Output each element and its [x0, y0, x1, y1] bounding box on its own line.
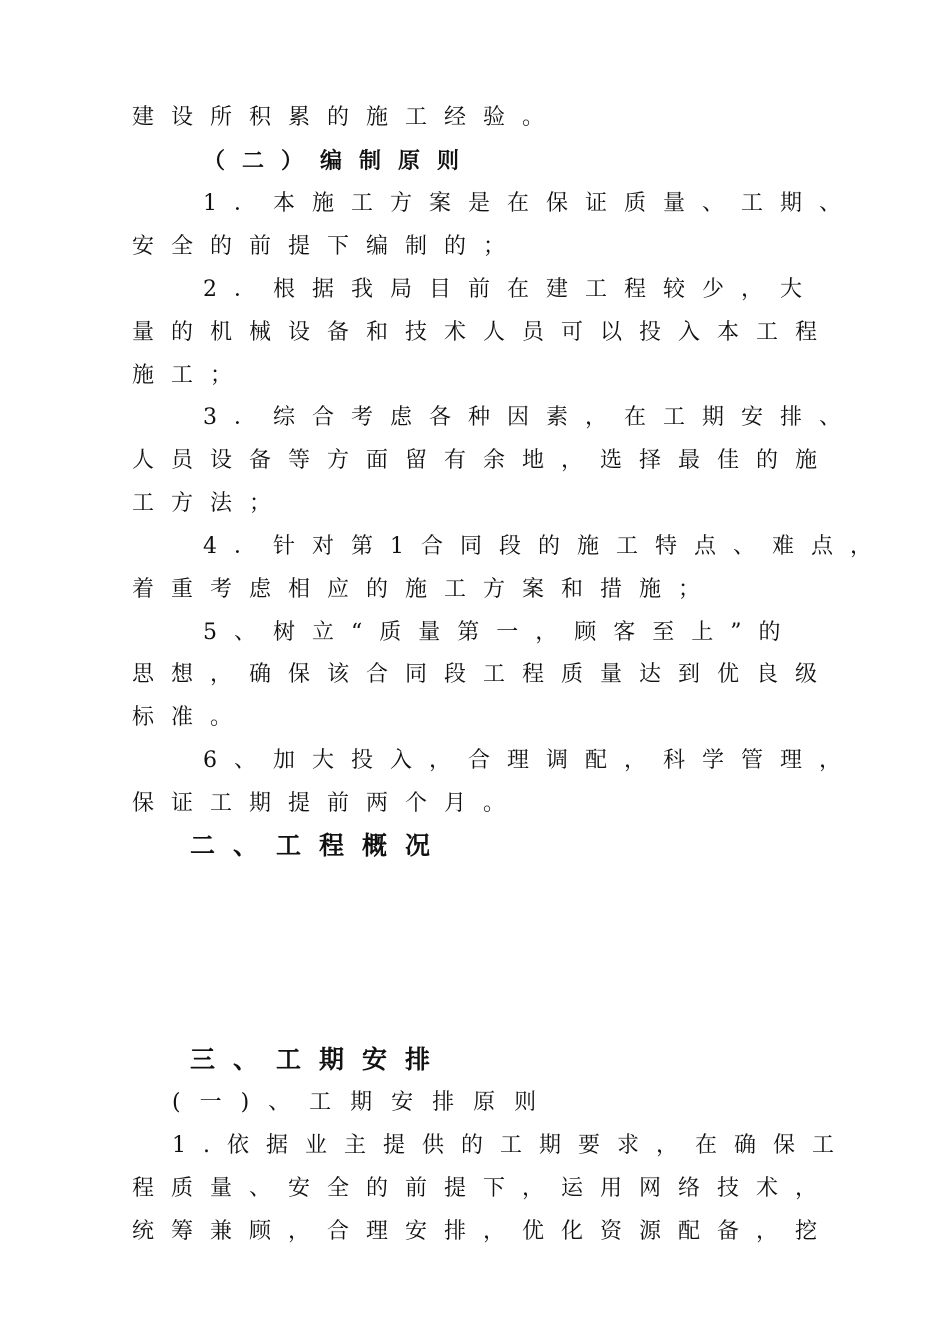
section-heading: 二、工程概况 — [190, 831, 449, 860]
paragraph-line: 3．综合考虑各种因素，在工期安排、 — [203, 405, 858, 430]
paragraph-line: 统筹兼顾，合理安排，优化资源配备，挖 — [132, 1219, 835, 1244]
paragraph-line: 工方法； — [132, 491, 289, 516]
paragraph-line: 人员设备等方面留有余地，选择最佳的施 — [132, 448, 835, 473]
paragraph-line: 标准。 — [132, 705, 250, 730]
paragraph-line: 建设所积累的施工经验。 — [132, 105, 562, 130]
paragraph-line: 量的机械设备和技术人员可以投入本工程 — [132, 320, 835, 345]
section-subheading: （二）编制原则 — [203, 148, 477, 174]
paragraph-line: 4．针对第1合同段的施工特点、难点， — [203, 534, 889, 559]
paragraph-line: 6、加大投入，合理调配，科学管理， — [203, 748, 858, 773]
paragraph-line: 1.依据业主提供的工期要求，在确保工 — [172, 1133, 851, 1158]
paragraph-line: 着重考虑相应的施工方案和措施； — [132, 577, 718, 602]
paragraph-line: 1．本施工方案是在保证质量、工期、 — [203, 191, 858, 216]
paragraph-line: 2．根据我局目前在建工程较少，大 — [203, 277, 819, 302]
paragraph-line: 安全的前提下编制的； — [132, 234, 523, 259]
paragraph-line: 思想，确保该合同段工程质量达到优良级 — [132, 662, 835, 687]
paragraph-line: 5、树立“质量第一，顾客至上”的 — [203, 620, 798, 645]
paragraph-line: 施工； — [132, 363, 250, 388]
paragraph-line: 程质量、安全的前提下，运用网络技术， — [132, 1176, 835, 1201]
section-subheading: (一)、工期安排原则 — [172, 1090, 556, 1115]
paragraph-line: 保证工期提前两个月。 — [132, 791, 523, 816]
section-heading: 三、工期安排 — [190, 1045, 449, 1074]
